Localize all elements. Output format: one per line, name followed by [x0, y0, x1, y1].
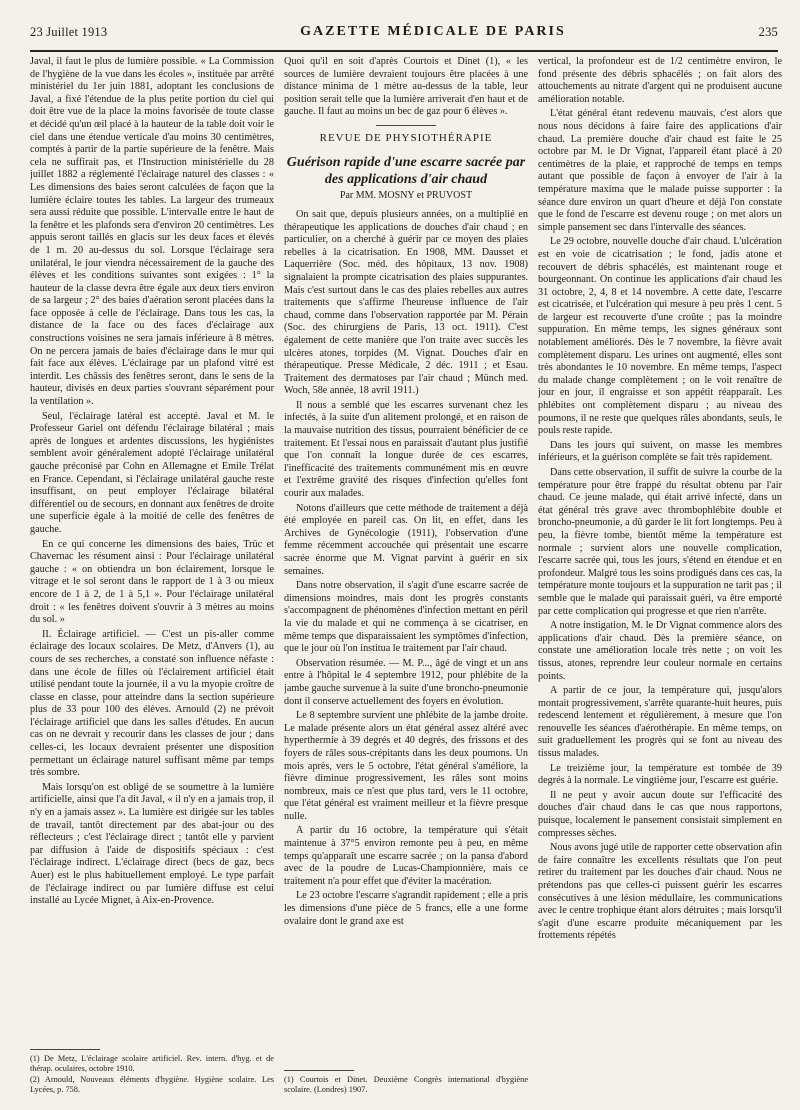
footnote: (1) De Metz, L'éclairage scolaire artificiel. Rev. intern. d'hyg. et de thérap. oculaires, octobre 1910. [30, 1054, 274, 1073]
paragraph: A notre instigation, M. le Dr Vignat commence alors des applications d'air chaud. Dès la première séance, on constate une amélioration locale très nette ; on voit les tissus, atones, reprendre leur couleur normale en certains points. [538, 620, 782, 682]
paragraph: En ce qui concerne les dimensions des baies, Trüc et Chavernac les résument ainsi : Pour l'éclairage unilatéral gauche : « on obtiendra un bon éclairement, lorsque le vitrage et le sol seront dans le rapport de 1 à 3 ou mieux encore de 1 à 2, de 1 à 5,1 ». Pour l'éclairage unilatéral droit : « les fenêtres doivent s'ouvrir à 3 mètres au moins du sol. » [30, 538, 274, 626]
section-title: REVUE DE PHYSIOTHÉRAPIE [319, 131, 493, 144]
paragraph: Le treizième jour, la température est tombée de 39 degrés à la normale. Le vingtième jour, l'escarre est guérie. [538, 762, 782, 787]
article-authors: Par MM. MOSNY et PRUVOST [339, 189, 473, 201]
paragraph: Dans notre observation, il s'agit d'une escarre sacrée de dimensions moindres, mais dont les progrès constants s'accompagnent de phénomènes d'infection mettant en péril la vie du malade et qui ne commença à se cicatriser, en même temps que disparaissaient les symptômes d'infection, que le jour où l'on institua le traitement par l'air chaud. [284, 580, 528, 655]
column-middle [284, 56, 528, 1096]
text-columns [30, 56, 782, 1096]
page-header [30, 20, 778, 52]
paragraph: Seul, l'éclairage latéral est accepté. Javal et M. le Professeur Gariel ont défendu l'éclairage bilatéral ; mais après de longues et ardentes discussions, les hygiénistes semblent avoir généralement adopté l'éclairage unilatéral gauche préconisé par Cohn en Allemagne et Emile Trélat en France. Cependant, si l'éclairage unilatéral gauche reste insuffisant, on peut employer l'éclairage bilatéral différentiel ou de secours, en donnant aux fenêtres de droite une superficie égale à la moitié de celle des fenêtres de gauche. [30, 410, 274, 535]
paragraph: Nous avons jugé utile de rapporter cette observation afin de faire connaître les excellents résultats que l'on peut retirer du traitement par les douches d'air chaud. Nous ne prétendons pas que celles-ci puissent guérir les escarres consécutives à une lésion médullaire, les communications avec le centre trophique étant alors détruites ; mais lorsqu'il s'agit d'une escarre produite mécaniquement par les frottements répétés [538, 842, 782, 942]
column-right [538, 56, 782, 1096]
paragraph: Il nous a semblé que les escarres survenant chez les infectés, à la suite d'un alitement prolongé, et en raison de la mauvaise nutrition des tissus, pourraient bénéficier de ce traitement. Et l'essai nous en paraissait d'autant plus justifié que l'on connaît la longue durée de ces escarres, l'inefficacité des traitements communément mis en œuvre et l'extrême gravité des risques d'infection qu'elles font courir aux malades. [284, 399, 528, 500]
footnote-divider [284, 1070, 354, 1071]
paragraph: L'état général étant redevenu mauvais, c'est alors que nous nous décidons à faire faire des applications d'air chaud. La première douche d'air chaud est faite le 25 octobre par M. le Dr Vignat, l'appareil étant placé à 20 centimètres de la plaie, et rapproché de temps en temps autant que possible de façon à envoyer de l'air à la température maxima que le malade puisse supporter : la séance dure environ un quart d'heure et déjà l'on constate que le fond de l'escarre est devenu rouge ; on met alors un simple pansement sec dans l'intervalle des séances. [538, 108, 782, 233]
paragraph: Notons d'ailleurs que cette méthode de traitement a déjà été employée en pareil cas. On lit, en effet, dans les Archives de Gynécologie (1911), l'observation d'une femme récemment accouchée qui présentait une escarre sacrée énorme que M. Vignat parvint à guérir en six semaines. [284, 502, 528, 577]
paragraph: II. Éclairage artificiel. — C'est un pis-aller comme éclairage des locaux scolaires. De Metz, d'Anvers (1), au cours de ses recherches, a constaté son influence néfaste : dans une école de filles où l'éclairement artificiel était utilisé pendant toute la journée, il a vu la myopie croître de classe en classe, pour atteindre dans la section supérieure plus de 33 pour 100 des élèves. Arnould (2) ne prévoit l'éclairage artificiel que dans les salles d'études. En aucun cas on ne devrait y recourir dans les classes de jour ; dans celles-ci, les locaux devraient présenter une disposition permettant un éclairage naturel suffisant même par temps très sombre. [30, 628, 274, 779]
footnotes [284, 1064, 528, 1096]
paragraph: Le 29 octobre, nouvelle douche d'air chaud. L'ulcération est en voie de cicatrisation ; le fond, jadis atone et recouvert de débris sphacélés, est maintenant rouge et bourgeonnant. On continue les applications d'air chaud les 31 octobre, 2, 4, 8 et 14 novembre. A cette date, l'escarre est cicatrisée, et l'ulcération qui mesure à peu près 1 cent. 5 de largeur est recouverte d'une croûte ; pas la moindre suppuration. En même temps, les signes généraux sont notablement améliorés. Dès le 7 novembre, la fièvre avait complètement disparu. Les urines ont augmenté, elles sont très abondantes le 10 novembre. En même temps, l'aspect du malade change complètement ; on le voit renaître de jour en jour, il engraisse et son appétit réapparaît. Les phlébites ont complètement disparu ; au niveau des poumons, il ne reste que quelques râles abondants, seuls, le pouls reste rapide. [538, 236, 782, 437]
paragraph: Il ne peut y avoir aucun doute sur l'efficacité des douches d'air chaud dans le cas que nous rapportons, puisque, localement le pansement consistait simplement en compresses sèches. [538, 789, 782, 839]
paragraph: vertical, la profondeur est de 1/2 centimètre environ, le fond présente des débris sphacélés ; on fait alors des attouchements au nitrate d'argent qui ne produisent aucune amélioration notable. [538, 56, 782, 105]
page-number: 235 [758, 24, 778, 39]
paragraph: Javal, il faut le plus de lumière possible. « La Commission de l'hygiène de la vue dans les écoles », instituée par arrêté ministériel du 1er juin 1881, adoptant les conclusions de Javal, a fixé l'étendue de la plus petite portion du ciel qui doit être vue de la place la moins favorisée de toute classe et décidé qu'un œil placé à la hauteur de la table doit voir le ciel dans une étendue verticale d'au moins 30 centimètres, comptés à partir de la partie supérieure de la fenêtre. Mais cela ne suffirait pas, et l'Instruction ministérielle du 28 juillet 1882 a réglementé l'éclairage naturel des classes : « Les dimensions des baies seront calculées de façon que la lumière éclaire toutes les tables. La largeur des trumeaux sera aussi réduite que possible. L'intervalle entre le haut de la fenêtre et les plafonds sera d'environ 20 centimètres. Les appuis seront taillés en glacis sur les deux faces et élevés de 1 m. 20 au-dessus du sol. Lorsque l'éclairage sera unilatéral, le jour viendra nécessairement de la gauche des élèves et les conditions suivantes sont exigées : 1° la hauteur de la classe devra être égale aux deux tiers environ de sa largeur ; 2° des baies d'aération seront placées dans la face opposée à celle de l'éclairage. Dans tous les cas, la distance de la face ou des faces d'éclairage aux constructions voisines ne sera jamais inférieure à 8 mètres. On ne percera jamais de baies d'éclairage dans le mur qui fait face aux élèves. L'éclairage par un plafond vitré est interdit. Les châssis des fenêtres seront, dans le sens de la hauteur, divisés en deux parties s'ouvrant séparément pour la ventilation ». [30, 56, 274, 408]
paragraph: Dans cette observation, il suffit de suivre la courbe de la température pour être frappé du résultat obtenu par l'air chaud. Ce jeune malade, qui était arrivé infecté, dans un état général très grave avec thrombophlébite double et broncho-pneumonie, a dû garder le lit fort longtemps. Peu à peu, la fièvre tombe, bientôt même la température est normale ; survient alors une nouvelle complication, l'escarre sacrée qui, tous les jours, s'étend en étendue et en profondeur. Malgré tous les soins prodigués dans ces cas, la température monte toujours et la suppuration ne tarit pas ; il semble que le malade qui paraissait guéri, va être emporté par cette complication qui progresse et que rien n'arrête. [538, 467, 782, 617]
paragraph: Quoi qu'il en soit d'après Courtois et Dinet (1), « les sources de lumière devraient toujours être placées à une distance minima de 1 mètre au-dessus de la table, leur position serait telle que la lumière arriverait d'en haut et de gauche. Il faut au moins un bec de gaz pour 6 élèves ». [284, 56, 528, 118]
journal-title: GAZETTE MÉDICALE DE PARIS [300, 24, 566, 39]
paragraph: Le 23 octobre l'escarre s'agrandit rapidement ; elle a pris les dimensions d'une pièce de 5 francs, elle a une forme ovalaire dont le grand axe est [284, 890, 528, 927]
paragraph: Mais lorsqu'on est obligé de se soumettre à la lumière artificielle, ainsi que l'a dit Javal, « il n'y en a jamais trop, il n'y en a jamais assez ». La lumière est dirigée sur les tables de travail, tantôt directement par des abat-jour ou des réflecteurs ; c'est l'éclairage direct ; tantôt elle y parvient par diffusion à l'aide de dispositifs spéciaux : c'est l'éclairage indirect. L'éclairage direct (becs de gaz, becs Auer) est le plus habituellement employé. Le type parfait de l'éclairage indirect ou par lumière diffuse est celui installé au Lycée Mignet, à Aix-en-Provence. [30, 781, 274, 907]
paragraph: Le 8 septembre survient une phlébite de la jambe droite. Le malade présente alors un état général assez altéré avec hyperthermie à 39 degrés et 40 degrés, des frissons et des foyers de râles sous-crépitants dans les deux poumons. Un mois après, vers le 5 octobre, l'état général s'améliore, la fièvre diminue progressivement, les râles sont moins nombreux, mais ce n'est que plus tard, vers le 11 octobre, que l'état général est vraiment meilleur et la fièvre presque nulle. [284, 710, 528, 822]
article-title: Guérison rapide d'une escarre sacrée par des applications d'air chaud [286, 154, 526, 187]
paragraph: A partir de ce jour, la température qui, jusqu'alors montait progressivement, s'arrête quarante-huit heures, puis redescend lentement et régulièrement, à mesure que l'on renouvelle les séances d'aérothérapie. En même temps, on suit graduellement les progrès qui se font au niveau des tissus malades. [538, 685, 782, 760]
footnote: (1) Courtois et Dinet. Deuxième Congrès international d'hygiène scolaire. (Londres) 1907. [284, 1075, 528, 1094]
footnote-divider [30, 1049, 100, 1050]
paragraph: Dans les jours qui suivent, on masse les membres inférieurs, et la guérison complète se fait très rapidement. [538, 439, 782, 464]
header-date: 23 Juillet 1913 [30, 24, 108, 39]
section-divider [376, 125, 436, 126]
paragraph: On sait que, depuis plusieurs années, on a multiplié en thérapeutique les applications de douches d'air chaud ; en particulier, on a cherché à guérir par ce moyen des plaies rebelles à la cicatrisation. En 1908, MM. Dausset et Laquerrière (Soc. méd. des hôpitaux, 13 nov. 1908) signalaient la prompte cicatrisation des plaies suppurantes. Mais c'est surtout dans le cas des plaies rebelles aux autres traitements que s'affirme l'heureuse influence de l'air chaud, comme dans l'observation rapportée par M. Pérain (Soc. des chirurgiens de Paris, 13 oct. 1911). C'est également de cette manière que l'on traite avec succès les ulcères atones, torpides (M. Vignat. Douches d'air en thérapeutique. Presse Médicale, 2 déc. 1911 ; et Esau. Traitement des dermatoses par l'air chaud ; Münch med. Woch, 58e année, 18 avril 1911.) [284, 208, 528, 397]
paragraph: Observation résumée. — M. P..., âgé de vingt et un ans entre à l'hôpital le 4 septembre 1912, pour phlébite de la jambe gauche survenue à la suite d'une broncho-pneumonie dont il conserve actuellement des foyers en évolution. [284, 657, 528, 707]
footnotes [30, 1043, 274, 1096]
paragraph: A partir du 16 octobre, la température qui s'était maintenue à 37°5 environ remonte peu à peu, en même temps qu'apparaît une escarre sacrée ; on la pansa d'abord avec de la poudre de Lucas-Championnière, mais ce traitement n'a pour effet que d'éviter la macération. [284, 825, 528, 887]
column-left [30, 56, 274, 1096]
footnote: (2) Arnould, Nouveaux éléments d'hygiène. Hygiène scolaire. Les Lycées, p. 758. [30, 1075, 274, 1094]
